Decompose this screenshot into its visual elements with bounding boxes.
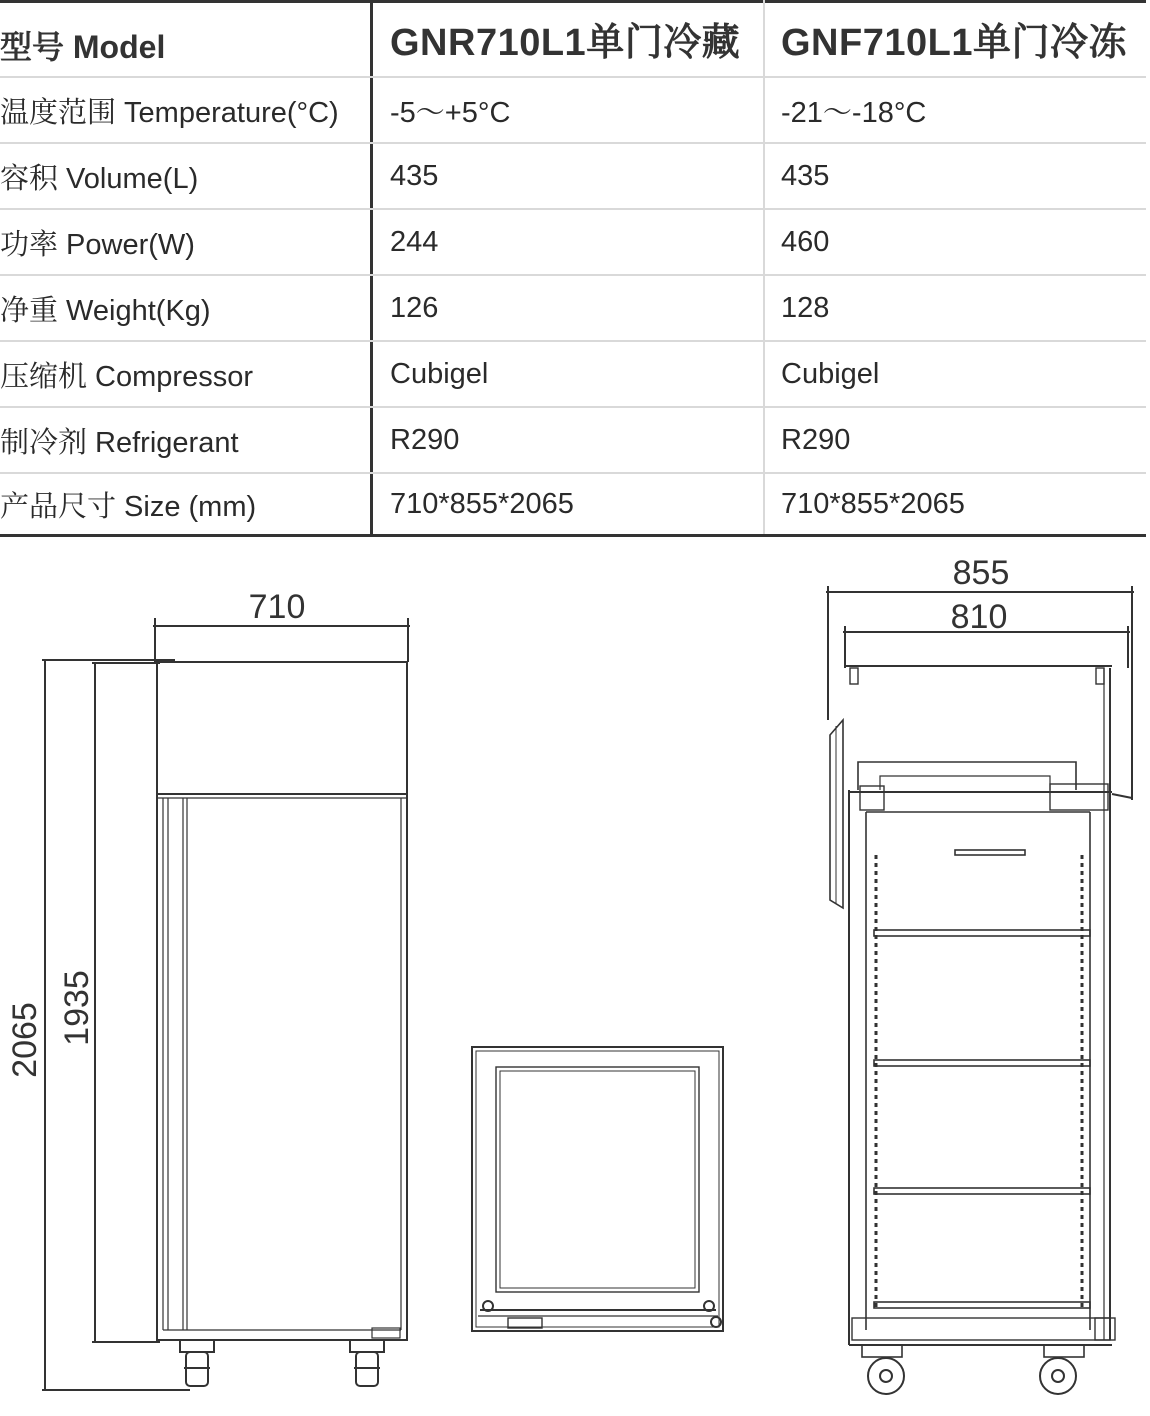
row-value-a: 435: [370, 144, 760, 208]
model-a-heading: GNR710L1单门冷藏: [370, 0, 760, 76]
row-label: 功率 Power(W): [0, 228, 195, 261]
row-value-b: R290: [763, 408, 1146, 472]
front-width-label: 710: [248, 588, 306, 626]
row-value-a: Cubigel: [370, 342, 760, 406]
front-view-drawing: [42, 618, 410, 1390]
row-label: 压缩机 Compressor: [0, 360, 253, 393]
side-depth-inner-label: 810: [950, 598, 1008, 636]
row-value-b: -21～-18°C: [763, 78, 1146, 142]
side-view-drawing: [826, 586, 1134, 1394]
row-value-b: 710*855*2065: [763, 474, 1146, 534]
row-value-a: R290: [370, 408, 760, 472]
row-value-b: 128: [763, 276, 1146, 340]
body-height-label: 1935: [58, 970, 96, 1046]
row-label: 净重 Weight(Kg): [0, 294, 211, 327]
model-b-heading: GNF710L1单门冷冻: [763, 0, 1146, 76]
row-label: 产品尺寸 Size (mm): [0, 490, 257, 523]
row-value-a: 244: [370, 210, 760, 274]
row-label: 容积 Volume(L): [0, 162, 199, 195]
row-label: 制冷剂 Refrigerant: [0, 426, 239, 459]
model-label: 型号 Model: [0, 29, 166, 65]
total-height-label: 2065: [6, 1002, 44, 1078]
plan-view-drawing: [472, 1047, 723, 1331]
row-value-a: -5～+5°C: [370, 78, 760, 142]
side-depth-outer-label: 855: [952, 554, 1010, 592]
row-value-a: 710*855*2065: [370, 474, 760, 534]
row-value-a: 126: [370, 276, 760, 340]
row-value-b: 460: [763, 210, 1146, 274]
row-label: 温度范围 Temperature(°C): [0, 96, 339, 129]
row-value-b: 435: [763, 144, 1146, 208]
row-value-b: Cubigel: [763, 342, 1146, 406]
